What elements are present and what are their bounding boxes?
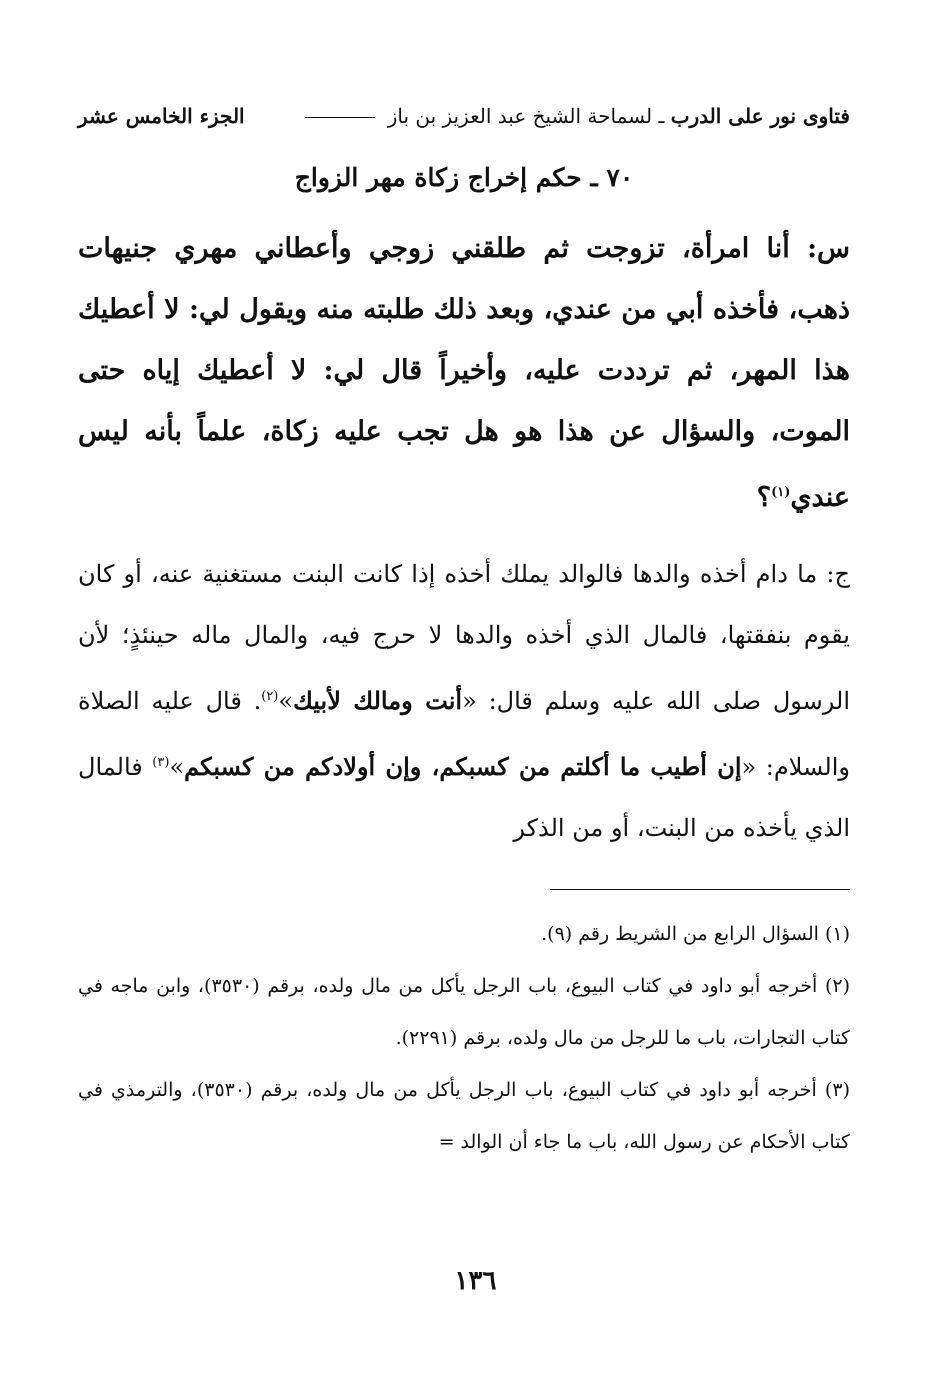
- page-number: ١٣٦: [454, 1266, 497, 1296]
- author-line: ـ لسماحة الشيخ عبد العزيز بن باز: [387, 104, 665, 128]
- footnote-3: (٣) أخرجه أبو داود في كتاب البيوع، باب الرجل يأكل من مال ولده، برقم (٣٥٣٠)، والترمذي في كتاب الأحكام عن رسول الله، باب ما جاء أن الوالد =: [78, 1079, 850, 1153]
- quote-close-1: »: [278, 687, 294, 715]
- answer-part-1: ما دام أخذه والدها فالوالد يملك أخذه إذا كانت البنت مستغنية عنه، أو كان يقوم بنفقتها، فالمال الذي أخذه والدها لا حرج فيه، والمال ماله حينئذٍ؛ لأن الرسول صلى الله عليه وسلم قال: «: [78, 560, 850, 715]
- footnote-ref-2: (٢): [261, 689, 279, 704]
- footnote-ref-3: (٣): [152, 755, 170, 770]
- part-label: الجزء الخامس عشر: [78, 104, 245, 128]
- answer-block: [78, 544, 850, 859]
- header-left: [299, 96, 850, 136]
- quote-close-2: »: [169, 753, 185, 781]
- answer-part-2: . قال عليه الصلاة والسلام: «: [78, 687, 851, 781]
- hadith-2: إن أطيب ما أكلتم من كسبكم، وإن أولادكم من كسبكم: [184, 752, 742, 781]
- footnote-1: (١) السؤال الرابع من الشريط رقم (٩).: [541, 923, 850, 945]
- chapter-title: ٧٠ ـ حكم إخراج زكاة مهر الزواج: [294, 163, 634, 192]
- answer-part-3: فالمال الذي يأخذه من البنت، أو من الذكر: [78, 753, 850, 842]
- footnote-rule: [550, 889, 850, 890]
- question-text: أنا امرأة، تزوجت ثم طلقني زوجي وأعطاني مهري جنيهات ذهب، فأخذه أبي من عندي، وبعد ذلك طلبته منه ويقول لي: لا أعطيك هذا المهر، ثم ترددت عليه، وأخيراً قال لي: لا أعطيك إياه حتى الموت، والسؤال عن هذا هو هل تجب عليه زكاة، علماً بأنه ليس عندي: [78, 233, 850, 513]
- hadith-1: أنت ومالك لأبيك: [293, 686, 463, 715]
- answer-label: ج:: [826, 560, 850, 588]
- header-rule: [305, 117, 375, 118]
- question-block: [78, 218, 850, 528]
- book-title: فتاوى نور على الدرب: [670, 104, 850, 128]
- footnote-ref-1: (١): [771, 485, 791, 500]
- question-end: ؟: [756, 482, 772, 513]
- footnote-2: (٢) أخرجه أبو داود في كتاب البيوع، باب الرجل يأكل من مال ولده، برقم (٣٥٣٠)، وابن ماجه في كتاب التجارات، باب ما للرجل من مال ولده، برقم (٢٢٩١).: [78, 975, 850, 1049]
- running-header: [78, 96, 850, 136]
- question-label: س:: [807, 233, 850, 264]
- footnotes: [78, 908, 850, 1168]
- page: [78, 96, 850, 1168]
